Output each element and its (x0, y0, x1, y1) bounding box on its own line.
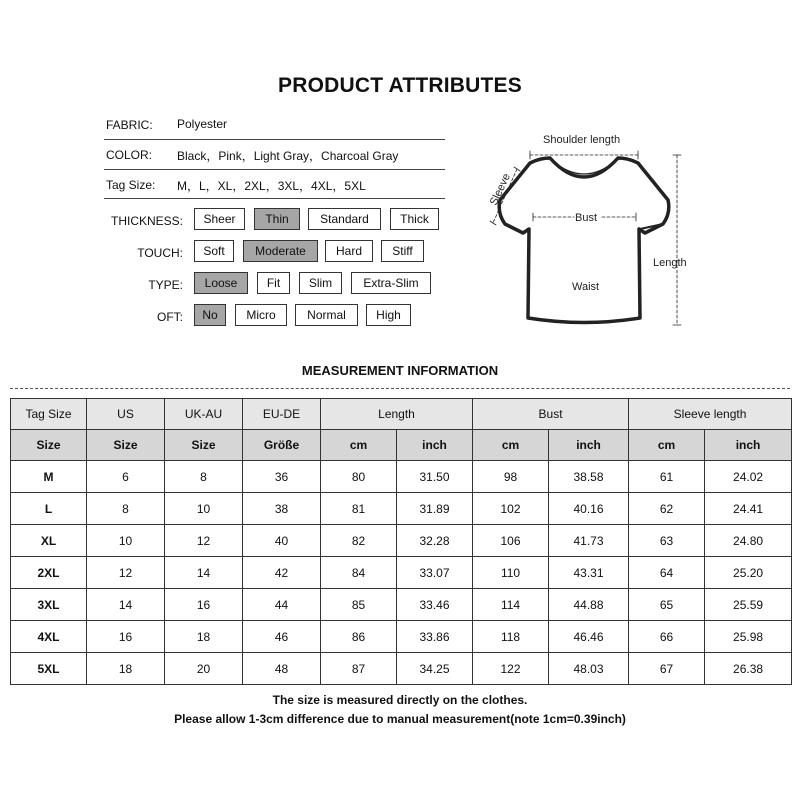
value-cell: 31.89 (397, 493, 473, 525)
fabric-value: Polyester (177, 117, 228, 131)
oft-option-high: High (366, 304, 411, 326)
type-option-loose: Loose (194, 272, 248, 294)
touch-option-soft: Soft (194, 240, 234, 262)
size-cell: L (11, 493, 87, 525)
diagram-label-waist: Waist (572, 281, 600, 293)
touch-label: TOUCH: (137, 246, 183, 260)
value-cell: 33.46 (397, 589, 473, 621)
value-cell: 48 (243, 653, 321, 685)
page-title: PRODUCT ATTRIBUTES (278, 74, 522, 97)
value-cell: 38 (243, 493, 321, 525)
thickness-option-thin: Thin (254, 208, 300, 230)
subheader-cell: cm (473, 430, 549, 461)
table-row (11, 589, 792, 621)
header-tag-size: Tag Size (11, 399, 87, 430)
subheader-cell: cm (629, 430, 705, 461)
subheader-cell: Size (165, 430, 243, 461)
value-cell: 67 (629, 653, 705, 685)
oft-option-no: No (194, 304, 226, 326)
table-row (11, 525, 792, 557)
value-cell: 98 (473, 461, 549, 493)
header-sleeve-length: Sleeve length (629, 399, 792, 430)
size-cell: 3XL (11, 589, 87, 621)
table-subheader-row (11, 430, 792, 461)
value-cell: 110 (473, 557, 549, 589)
value-cell: 14 (87, 589, 165, 621)
table-row (11, 653, 792, 685)
table-header-row (11, 399, 792, 430)
subheader-cell: Größe (243, 430, 321, 461)
oft-option-micro: Micro (235, 304, 287, 326)
measurement-table (10, 398, 792, 685)
value-cell: 62 (629, 493, 705, 525)
subheader-cell: Size (11, 430, 87, 461)
value-cell: 8 (165, 461, 243, 493)
tag-size-value: M，L，XL，2XL，3XL，4XL，5XL (177, 179, 366, 193)
value-cell: 10 (87, 525, 165, 557)
value-cell: 10 (165, 493, 243, 525)
thickness-label: THICKNESS: (110, 214, 183, 228)
value-cell: 12 (87, 557, 165, 589)
divider (104, 198, 445, 199)
diagram-label-length: Length (653, 257, 687, 269)
value-cell: 24.41 (705, 493, 792, 525)
value-cell: 25.59 (705, 589, 792, 621)
value-cell: 42 (243, 557, 321, 589)
value-cell: 25.98 (705, 621, 792, 653)
value-cell: 16 (87, 621, 165, 653)
value-cell: 12 (165, 525, 243, 557)
value-cell: 31.50 (397, 461, 473, 493)
note-allowance: Please allow 1-3cm difference due to manual measurement(note 1cm=0.39inch) (174, 712, 626, 726)
value-cell: 64 (629, 557, 705, 589)
type-label: TYPE: (148, 278, 183, 292)
value-cell: 20 (165, 653, 243, 685)
value-cell: 118 (473, 621, 549, 653)
size-cell: 5XL (11, 653, 87, 685)
value-cell: 86 (321, 621, 397, 653)
table-row (11, 557, 792, 589)
value-cell: 66 (629, 621, 705, 653)
header-bust: Bust (473, 399, 629, 430)
value-cell: 106 (473, 525, 549, 557)
size-cell: M (11, 461, 87, 493)
diagram-label-bust: Bust (575, 212, 598, 224)
measurement-title: MEASUREMENT INFORMATION (301, 363, 499, 378)
value-cell: 46.46 (549, 621, 629, 653)
value-cell: 25.20 (705, 557, 792, 589)
value-cell: 102 (473, 493, 549, 525)
value-cell: 16 (165, 589, 243, 621)
subheader-cell: inch (397, 430, 473, 461)
value-cell: 43.31 (549, 557, 629, 589)
value-cell: 24.80 (705, 525, 792, 557)
value-cell: 33.07 (397, 557, 473, 589)
thickness-option-thick: Thick (390, 208, 439, 230)
value-cell: 84 (321, 557, 397, 589)
value-cell: 40.16 (549, 493, 629, 525)
value-cell: 26.38 (705, 653, 792, 685)
diagram-label-sleeve: Sleeve (487, 171, 513, 208)
value-cell: 82 (321, 525, 397, 557)
table-row (11, 493, 792, 525)
value-cell: 18 (165, 621, 243, 653)
value-cell: 48.03 (549, 653, 629, 685)
subheader-cell: cm (321, 430, 397, 461)
value-cell: 44.88 (549, 589, 629, 621)
value-cell: 14 (165, 557, 243, 589)
thickness-option-sheer: Sheer (194, 208, 245, 230)
table-row (11, 621, 792, 653)
value-cell: 6 (87, 461, 165, 493)
value-cell: 36 (243, 461, 321, 493)
diagram-label-shoulder: Shoulder length (543, 134, 621, 146)
oft-label: OFT: (157, 310, 183, 324)
value-cell: 44 (243, 589, 321, 621)
value-cell: 65 (629, 589, 705, 621)
touch-option-stiff: Stiff (381, 240, 424, 262)
value-cell: 85 (321, 589, 397, 621)
header-eu-de: EU-DE (243, 399, 321, 430)
value-cell: 63 (629, 525, 705, 557)
table-row (11, 461, 792, 493)
size-cell: 2XL (11, 557, 87, 589)
tag-size-label: Tag Size: (106, 178, 156, 192)
subheader-cell: inch (705, 430, 792, 461)
type-option-extra-slim: Extra-Slim (351, 272, 431, 294)
divider (104, 139, 445, 140)
value-cell: 122 (473, 653, 549, 685)
size-cell: XL (11, 525, 87, 557)
oft-option-normal: Normal (295, 304, 358, 326)
value-cell: 81 (321, 493, 397, 525)
divider (104, 169, 445, 170)
tshirt-diagram (480, 125, 710, 340)
value-cell: 40 (243, 525, 321, 557)
size-cell: 4XL (11, 621, 87, 653)
header-us: US (87, 399, 165, 430)
fabric-label: FABRIC: (106, 118, 153, 132)
note-measured: The size is measured directly on the clothes. (272, 693, 528, 707)
value-cell: 87 (321, 653, 397, 685)
value-cell: 41.73 (549, 525, 629, 557)
color-label: COLOR: (106, 148, 153, 162)
header-uk-au: UK-AU (165, 399, 243, 430)
touch-option-moderate: Moderate (243, 240, 318, 262)
type-option-slim: Slim (299, 272, 342, 294)
value-cell: 46 (243, 621, 321, 653)
value-cell: 8 (87, 493, 165, 525)
value-cell: 80 (321, 461, 397, 493)
thickness-option-standard: Standard (308, 208, 381, 230)
touch-option-hard: Hard (325, 240, 373, 262)
subheader-cell: Size (87, 430, 165, 461)
value-cell: 38.58 (549, 461, 629, 493)
type-option-fit: Fit (257, 272, 290, 294)
value-cell: 18 (87, 653, 165, 685)
value-cell: 32.28 (397, 525, 473, 557)
header-length: Length (321, 399, 473, 430)
value-cell: 24.02 (705, 461, 792, 493)
value-cell: 33.86 (397, 621, 473, 653)
value-cell: 114 (473, 589, 549, 621)
dashed-divider (10, 388, 790, 389)
color-value: Black，Pink，Light Gray，Charcoal Gray (177, 149, 399, 163)
subheader-cell: inch (549, 430, 629, 461)
value-cell: 61 (629, 461, 705, 493)
value-cell: 34.25 (397, 653, 473, 685)
